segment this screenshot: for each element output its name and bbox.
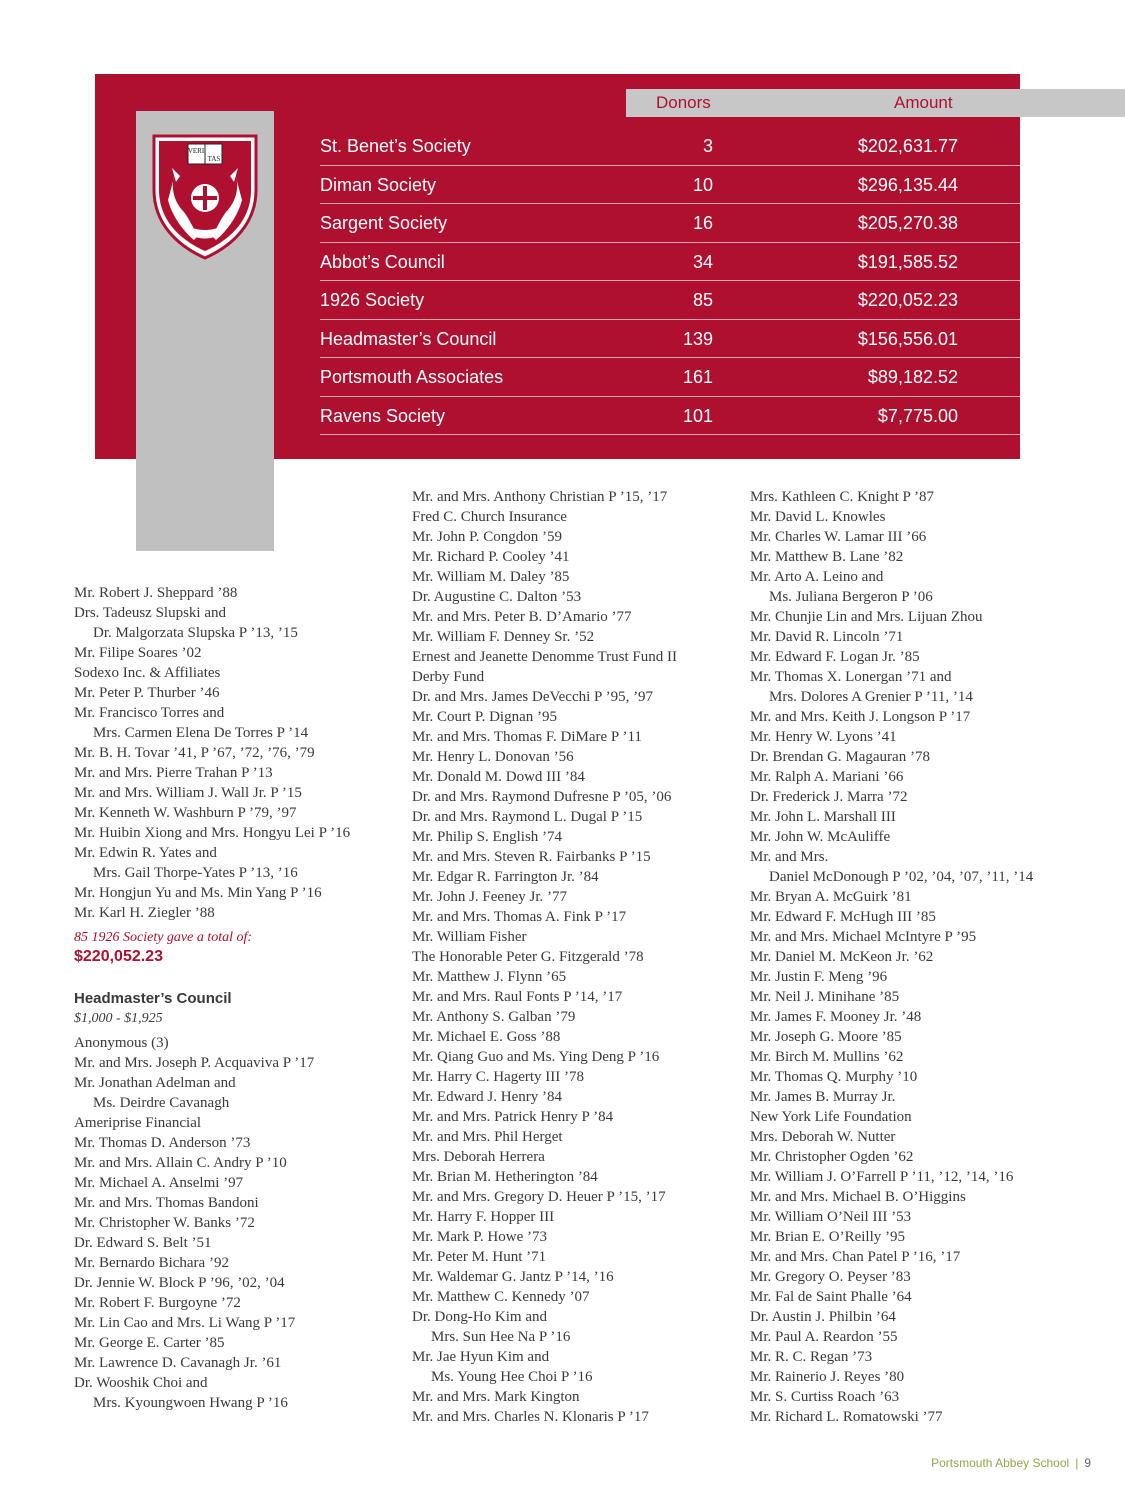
summary-note: 85 1926 Society gave a total of:	[74, 930, 253, 945]
donor-name: Mr. Thomas Q. Murphy ’10	[750, 1069, 918, 1085]
donor-name: Mr. and Mrs. Anthony Christian P ’15, ’17	[412, 489, 668, 505]
donor-name: Mr. and Mrs. Phil Herget	[412, 1129, 563, 1145]
donor-name: Mr. John J. Feeney Jr. ’77	[412, 889, 567, 905]
donor-name: Mrs. Sun Hee Na P ’16	[431, 1329, 571, 1345]
donor-name: Mr. Richard P. Cooley ’41	[412, 549, 570, 565]
donor-name: Mr. Rainerio J. Reyes ’80	[750, 1369, 905, 1385]
donor-name: Mr. Edgar R. Farrington Jr. ’84	[412, 869, 599, 885]
donor-name: Mr. Kenneth W. Washburn P ’79, ’97	[74, 805, 297, 821]
society-name: Diman Society	[320, 174, 437, 195]
donor-name: Mr. Matthew C. Kennedy ’07	[412, 1289, 590, 1305]
donor-name: Mr. George E. Carter ’85	[74, 1335, 225, 1351]
society-name: Portsmouth Associates	[320, 367, 504, 387]
donor-name: Dr. Frederick J. Marra ’72	[750, 789, 908, 805]
donor-name: Mr. and Mrs. Michael McIntyre P ’95	[750, 929, 977, 945]
donor-list-1	[74, 583, 394, 923]
society-amount: $205,270.38	[857, 213, 958, 233]
donor-name: Mrs. Kyoungwoen Hwang P ’16	[93, 1395, 288, 1411]
donor-name: Mr. Richard L. Romatowski ’77	[750, 1409, 943, 1425]
donor-name: Mr. David R. Lincoln ’71	[750, 629, 904, 645]
donor-name: Mr. Karl H. Ziegler ’88	[74, 905, 215, 921]
donor-name: Mr. Jae Hyun Kim and	[412, 1349, 550, 1365]
donor-name: Mr. Edward J. Henry ’84	[412, 1089, 562, 1105]
donor-name: Fred C. Church Insurance	[412, 509, 567, 525]
donor-name: Mr. Daniel M. McKeon Jr. ’62	[750, 949, 934, 965]
donor-name: Mr. Christopher W. Banks ’72	[74, 1215, 255, 1231]
donor-name: Mr. and Mrs. Keith J. Longson P ’17	[750, 709, 971, 725]
donor-name: Mr. Robert F. Burgoyne ’72	[74, 1295, 241, 1311]
society-amount: $296,135.44	[857, 174, 958, 195]
table-header-bar	[626, 89, 1125, 117]
donor-name: Mr. Henry W. Lyons ’41	[750, 729, 897, 745]
donor-name: Mr. Qiang Guo and Ms. Ying Deng P ’16	[412, 1049, 660, 1065]
donor-name: Mr. William F. Denney Sr. ’52	[412, 629, 595, 645]
donor-name: Anonymous (3)	[74, 1035, 169, 1051]
donor-name: Daniel McDonough P ’02, ’04, ’07, ’11, ’14	[769, 869, 1034, 885]
donor-name: Mr. Francisco Torres and	[74, 705, 225, 721]
donor-name: Mrs. Dolores A Grenier P ’11, ’14	[769, 689, 973, 705]
donor-name: Mr. Huibin Xiong and Mrs. Hongyu Lei P ’16	[74, 825, 351, 841]
donor-name: Mr. Harry F. Hopper III	[412, 1209, 555, 1225]
donor-name: Mr. Neil J. Minihane ’85	[750, 989, 900, 1005]
donor-name: Mr. Peter M. Hunt ’71	[412, 1249, 547, 1265]
donor-name: Mr. Harry C. Hagerty III ’78	[412, 1069, 585, 1085]
donor-name: Mr. and Mrs. Charles N. Klonaris P ’17	[412, 1409, 649, 1425]
crest-motto-1: VERI	[187, 147, 205, 155]
donor-name: Mr. Bryan A. McGuirk ’81	[750, 889, 912, 905]
donor-name: Mr. and Mrs. Thomas A. Fink P ’17	[412, 909, 627, 925]
society-row	[320, 243, 1020, 282]
donor-name: Sodexo Inc. & Affiliates	[74, 665, 221, 681]
donor-name: Mr. Brian E. O’Reilly ’95	[750, 1229, 905, 1245]
donor-name: Mr. William M. Daley ’85	[412, 569, 570, 585]
donor-name: Mr. S. Curtiss Roach ’63	[750, 1389, 900, 1405]
donor-name: Mr. and Mrs. Gregory D. Heuer P ’15, ’17	[412, 1189, 666, 1205]
donor-name: Mr. Ralph A. Mariani ’66	[750, 769, 904, 785]
donor-name: Mr. Edward F. Logan Jr. ’85	[750, 649, 920, 665]
donor-name: The Honorable Peter G. Fitzgerald ’78	[412, 949, 644, 965]
society-donors: 101	[682, 405, 713, 426]
donor-name: Mr. Matthew J. Flynn ’65	[412, 969, 567, 985]
society-name: Abbot’s Council	[320, 251, 445, 272]
society-name: Ravens Society	[320, 405, 446, 426]
donor-name: Mr. and Mrs. Pierre Trahan P ’13	[74, 765, 273, 781]
donor-name: Mr. Brian M. Hetherington ’84	[412, 1169, 598, 1185]
society-row	[320, 320, 1020, 359]
donor-name: Mr. Matthew B. Lane ’82	[750, 549, 904, 565]
society-amount: $191,585.52	[857, 251, 958, 272]
donor-name: Mr. Court P. Dignan ’95	[412, 709, 558, 725]
society-donors: 139	[682, 328, 713, 349]
page-number: 9	[1084, 1456, 1091, 1470]
donor-name: Mr. and Mrs. Mark Kington	[412, 1389, 580, 1405]
donor-name: Ms. Young Hee Choi P ’16	[431, 1369, 593, 1385]
donor-name: Mr. Michael E. Goss ’88	[412, 1029, 561, 1045]
donor-name: Mr. Fal de Saint Phalle ’64	[750, 1289, 912, 1305]
donor-name: Mr. and Mrs. Allain C. Andry P ’10	[74, 1155, 287, 1171]
donor-name: Mrs. Deborah Herrera	[412, 1149, 545, 1165]
crest-motto-2: TAS	[207, 155, 221, 163]
donor-name: Mr. Charles W. Lamar III ’66	[750, 529, 927, 545]
society-name: St. Benet’s Society	[320, 136, 471, 156]
donor-name: Mr. Chunjie Lin and Mrs. Lijuan Zhou	[750, 609, 983, 625]
donor-name: Mr. and Mrs. Thomas Bandoni	[74, 1195, 259, 1211]
donor-name: Ernest and Jeanette Denomme Trust Fund II	[412, 649, 677, 665]
donor-name: Dr. and Mrs. Raymond Dufresne P ’05, ’06	[412, 789, 672, 805]
donor-name: Mr. and Mrs. Michael B. O’Higgins	[750, 1189, 966, 1205]
donor-name: Mr. Robert J. Sheppard ’88	[74, 585, 238, 601]
page-footer	[931, 1456, 1091, 1470]
donor-name: Mr. Lin Cao and Mrs. Li Wang P ’17	[74, 1315, 296, 1331]
donor-name: Dr. Brendan G. Magauran ’78	[750, 749, 930, 765]
donor-name: Mr. Arto A. Leino and	[750, 569, 884, 585]
school-crest-icon	[150, 132, 260, 262]
donor-name: Drs. Tadeusz Slupski and	[74, 605, 226, 621]
donor-name: Mr. Waldemar G. Jantz P ’14, ’16	[412, 1269, 614, 1285]
donor-name: Mr. and Mrs.	[750, 849, 829, 865]
donor-name: Mr. John L. Marshall III	[750, 809, 896, 825]
society-amount: $89,182.52	[867, 367, 958, 387]
donor-name: Mr. and Mrs. Peter B. D’Amario ’77	[412, 609, 632, 625]
donor-name: Mr. and Mrs. Joseph P. Acquaviva P ’17	[74, 1055, 315, 1071]
society-row	[320, 397, 1020, 436]
donor-name: Mr. James B. Murray Jr.	[750, 1089, 896, 1105]
donor-name: Dr. Edward S. Belt ’51	[74, 1235, 212, 1251]
society-row	[320, 281, 1020, 320]
donor-name: Mr. and Mrs. Patrick Henry P ’84	[412, 1109, 614, 1125]
society-donors: 16	[692, 213, 713, 233]
donor-name: Dr. Dong-Ho Kim and	[412, 1309, 547, 1325]
donor-name: Mr. Michael A. Anselmi ’97	[74, 1175, 244, 1191]
donor-name: Mr. Birch M. Mullins ’62	[750, 1049, 904, 1065]
donor-column-1	[74, 583, 394, 1413]
donor-column-3	[750, 487, 1090, 1427]
society-name: Sargent Society	[320, 213, 448, 233]
society-amount: $7,775.00	[877, 405, 958, 426]
donor-name: Mr. William J. O’Farrell P ’11, ’12, ’14, ’16	[750, 1169, 1014, 1185]
society-table	[320, 127, 1020, 435]
donor-name: Mrs. Carmen Elena De Torres P ’14	[93, 725, 309, 741]
donor-name: Mr. Filipe Soares ’02	[74, 645, 202, 661]
donor-name: Mr. Edward F. McHugh III ’85	[750, 909, 936, 925]
footer-separator: |	[1075, 1456, 1079, 1470]
donor-name: Mr. Anthony S. Galban ’79	[412, 1009, 576, 1025]
donor-name: Mr. William Fisher	[412, 929, 527, 945]
donor-name: Mr. Justin F. Meng ’96	[750, 969, 888, 985]
donor-name: Mr. James F. Mooney Jr. ’48	[750, 1009, 922, 1025]
amount-header: Amount	[894, 93, 953, 112]
donor-list-1b	[74, 1033, 394, 1413]
society-row	[320, 204, 1020, 243]
donor-name: Mr. David L. Knowles	[750, 509, 886, 525]
donor-name: Mrs. Gail Thorpe-Yates P ’13, ’16	[93, 865, 298, 881]
donor-name: Mr. Thomas X. Lonergan ’71 and	[750, 669, 952, 685]
donor-name: Ameriprise Financial	[74, 1115, 202, 1131]
donor-name: Dr. Jennie W. Block P ’96, ’02, ’04	[74, 1275, 285, 1291]
donor-name: Dr. and Mrs. James DeVecchi P ’95, ’97	[412, 689, 654, 705]
donor-name: Ms. Juliana Bergeron P ’06	[769, 589, 933, 605]
donor-name: Dr. and Mrs. Raymond L. Dugal P ’15	[412, 809, 643, 825]
donors-header: Donors	[656, 93, 711, 112]
donor-name: Mr. Paul A. Reardon ’55	[750, 1329, 898, 1345]
donor-name: Mr. Mark P. Howe ’73	[412, 1229, 547, 1245]
donor-name: Mr. Hongjun Yu and Ms. Min Yang P ’16	[74, 885, 322, 901]
society-donors: 85	[692, 290, 713, 310]
society-name: 1926 Society	[320, 290, 425, 310]
summary-total: $220,052.23	[74, 948, 163, 965]
society-amount: $202,631.77	[857, 136, 958, 156]
society-donors: 161	[682, 367, 713, 387]
section-heading: Headmaster’s Council	[74, 990, 232, 1007]
society-donors: 10	[692, 174, 713, 195]
society-row	[320, 166, 1020, 205]
donor-name: New York Life Foundation	[750, 1109, 912, 1125]
donor-column-2	[412, 487, 732, 1427]
society-amount: $156,556.01	[857, 328, 958, 349]
donor-name: Mr. and Mrs. Raul Fonts P ’14, ’17	[412, 989, 623, 1005]
donor-name: Dr. Augustine C. Dalton ’53	[412, 589, 582, 605]
donor-name: Mr. R. C. Regan ’73	[750, 1349, 873, 1365]
donor-name: Dr. Malgorzata Slupska P ’13, ’15	[93, 625, 298, 641]
donor-name: Mr. and Mrs. William J. Wall Jr. P ’15	[74, 785, 302, 801]
donor-name: Mr. Philip S. English ’74	[412, 829, 563, 845]
society-row	[320, 127, 1020, 166]
society-donors: 34	[692, 251, 713, 272]
donor-name: Mr. Henry L. Donovan ’56	[412, 749, 574, 765]
donor-name: Mr. B. H. Tovar ’41, P ’67, ’72, ’76, ’79	[74, 745, 315, 761]
donor-name: Mrs. Deborah W. Nutter	[750, 1129, 896, 1145]
donor-name: Mr. Thomas D. Anderson ’73	[74, 1135, 251, 1151]
donor-name: Mr. John P. Congdon ’59	[412, 529, 563, 545]
donor-name: Mr. Jonathan Adelman and	[74, 1075, 236, 1091]
donor-name: Mr. and Mrs. Steven R. Fairbanks P ’15	[412, 849, 651, 865]
donor-name: Mrs. Kathleen C. Knight P ’87	[750, 489, 935, 505]
donor-name: Mr. Gregory O. Peyser ’83	[750, 1269, 911, 1285]
donor-name: Dr. Austin J. Philbin ’64	[750, 1309, 896, 1325]
society-donors: 3	[702, 136, 713, 156]
donor-name: Mr. Lawrence D. Cavanagh Jr. ’61	[74, 1355, 282, 1371]
donor-name: Ms. Deirdre Cavanagh	[93, 1095, 230, 1111]
society-amount: $220,052.23	[857, 290, 958, 310]
donor-name: Mr. Christopher Ogden ’62	[750, 1149, 914, 1165]
society-name: Headmaster’s Council	[320, 328, 497, 349]
donor-name: Mr. John W. McAuliffe	[750, 829, 891, 845]
donor-name: Mr. Bernardo Bichara ’92	[74, 1255, 229, 1271]
donor-name: Mr. Edwin R. Yates and	[74, 845, 217, 861]
donor-name: Dr. Wooshik Choi and	[74, 1375, 208, 1391]
donor-name: Mr. Peter P. Thurber ’46	[74, 685, 220, 701]
donor-name: Mr. Joseph G. Moore ’85	[750, 1029, 902, 1045]
donor-name: Mr. and Mrs. Thomas F. DiMare P ’11	[412, 729, 642, 745]
donor-name: Mr. Donald M. Dowd III ’84	[412, 769, 585, 785]
section-range: $1,000 - $1,925	[74, 1011, 163, 1026]
donor-name: Derby Fund	[412, 669, 485, 685]
society-row	[320, 358, 1020, 397]
footer-school-name: Portsmouth Abbey School	[931, 1456, 1070, 1470]
donor-name: Mr. William O’Neil III ’53	[750, 1209, 912, 1225]
donor-name: Mr. and Mrs. Chan Patel P ’16, ’17	[750, 1249, 961, 1265]
